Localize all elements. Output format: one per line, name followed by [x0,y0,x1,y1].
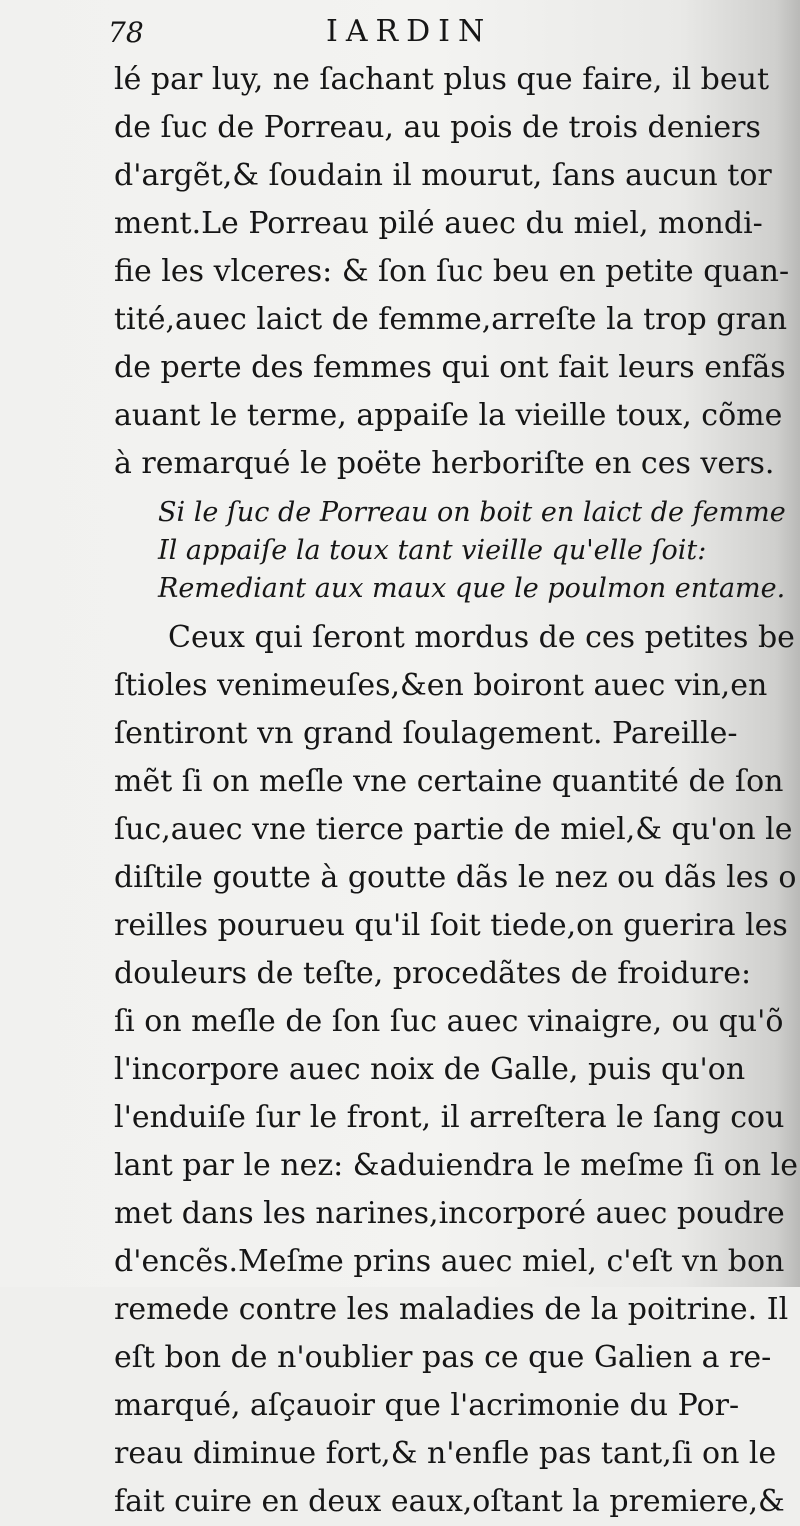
text-line: ſtioles venimeuſes,&en boiront auec vin,en [114,668,768,703]
text-line: reilles pourueu qu'il ſoit tiede,on guerira les [114,908,788,943]
text-line: fait cuire en deux eaux,oſtant la premiere,& [114,1484,785,1519]
text-line: lé par luy, ne ſachant plus que faire, il beut [114,62,770,97]
text-line: ſuc,auec vne tierce partie de miel,& qu'on le [114,812,793,847]
text-line: ſentiront vn grand ſoulagement. Pareille- [114,716,738,751]
text-line: lant par le nez: &aduiendra le meſme ſi on le [114,1148,798,1183]
text-line: l'enduiſe ſur le front, il arreſtera le ſang cou [114,1100,785,1135]
text-line: tité,auec laict de femme,arreſte la trop gran [114,302,788,337]
running-title: IARDIN [326,14,493,49]
page-header [108,14,728,54]
text-line: fie les vlceres: & ſon ſuc beu en petite quan- [114,254,790,289]
text-line: auant le terme, appaiſe la vieille toux, cõme [114,398,783,433]
text-line: mẽt ſi on meſle vne certaine quantité de ſon [114,764,784,799]
text-line: diſtile goutte à goutte dãs le nez ou dãs les o [114,860,797,895]
verse-line: Il appaiſe la toux tant vieille qu'elle ſoit: [158,535,707,566]
body-text [114,56,798,1526]
text-line: d'argẽt,& ſoudain il mourut, ſans aucun tor [114,158,772,193]
text-line: ſi on meſle de ſon ſuc auec vinaigre, ou qu'õ [114,1004,784,1039]
text-line: de ſuc de Porreau, au pois de trois deniers [114,110,761,145]
text-line: douleurs de teſte, procedãtes de froidure: [114,956,752,991]
paragraph-first-line: Ceux qui ſeront mordus de ces petites be [168,620,795,655]
verse-line: Si le ſuc de Porreau on boit en laict de femme [158,497,786,528]
text-line: l'incorpore auec noix de Galle, puis qu'on [114,1052,746,1087]
text-line: à remarqué le poëte herboriſte en ces vers. [114,446,775,481]
verse-line: Remediant aux maux que le poulmon entame. [158,573,786,604]
text-line: eſt bon de n'oublier pas ce que Galien a re- [114,1340,772,1375]
text-line: met dans les narines,incorporé auec poudre [114,1196,785,1231]
text-line: remede contre les maladies de la poitrine. Il [114,1292,789,1327]
text-line: marqué, aſçauoir que l'acrimonie du Por- [114,1388,740,1423]
text-line: ment.Le Porreau pilé auec du miel, mondi- [114,206,763,241]
text-line: reau diminue fort,& n'enfle pas tant,ſi on le [114,1436,777,1471]
page-number: 78 [108,16,144,49]
text-line: d'encẽs.Meſme prins auec miel, c'eſt vn bon [114,1244,785,1279]
text-line: de perte des femmes qui ont fait leurs enfãs [114,350,786,385]
